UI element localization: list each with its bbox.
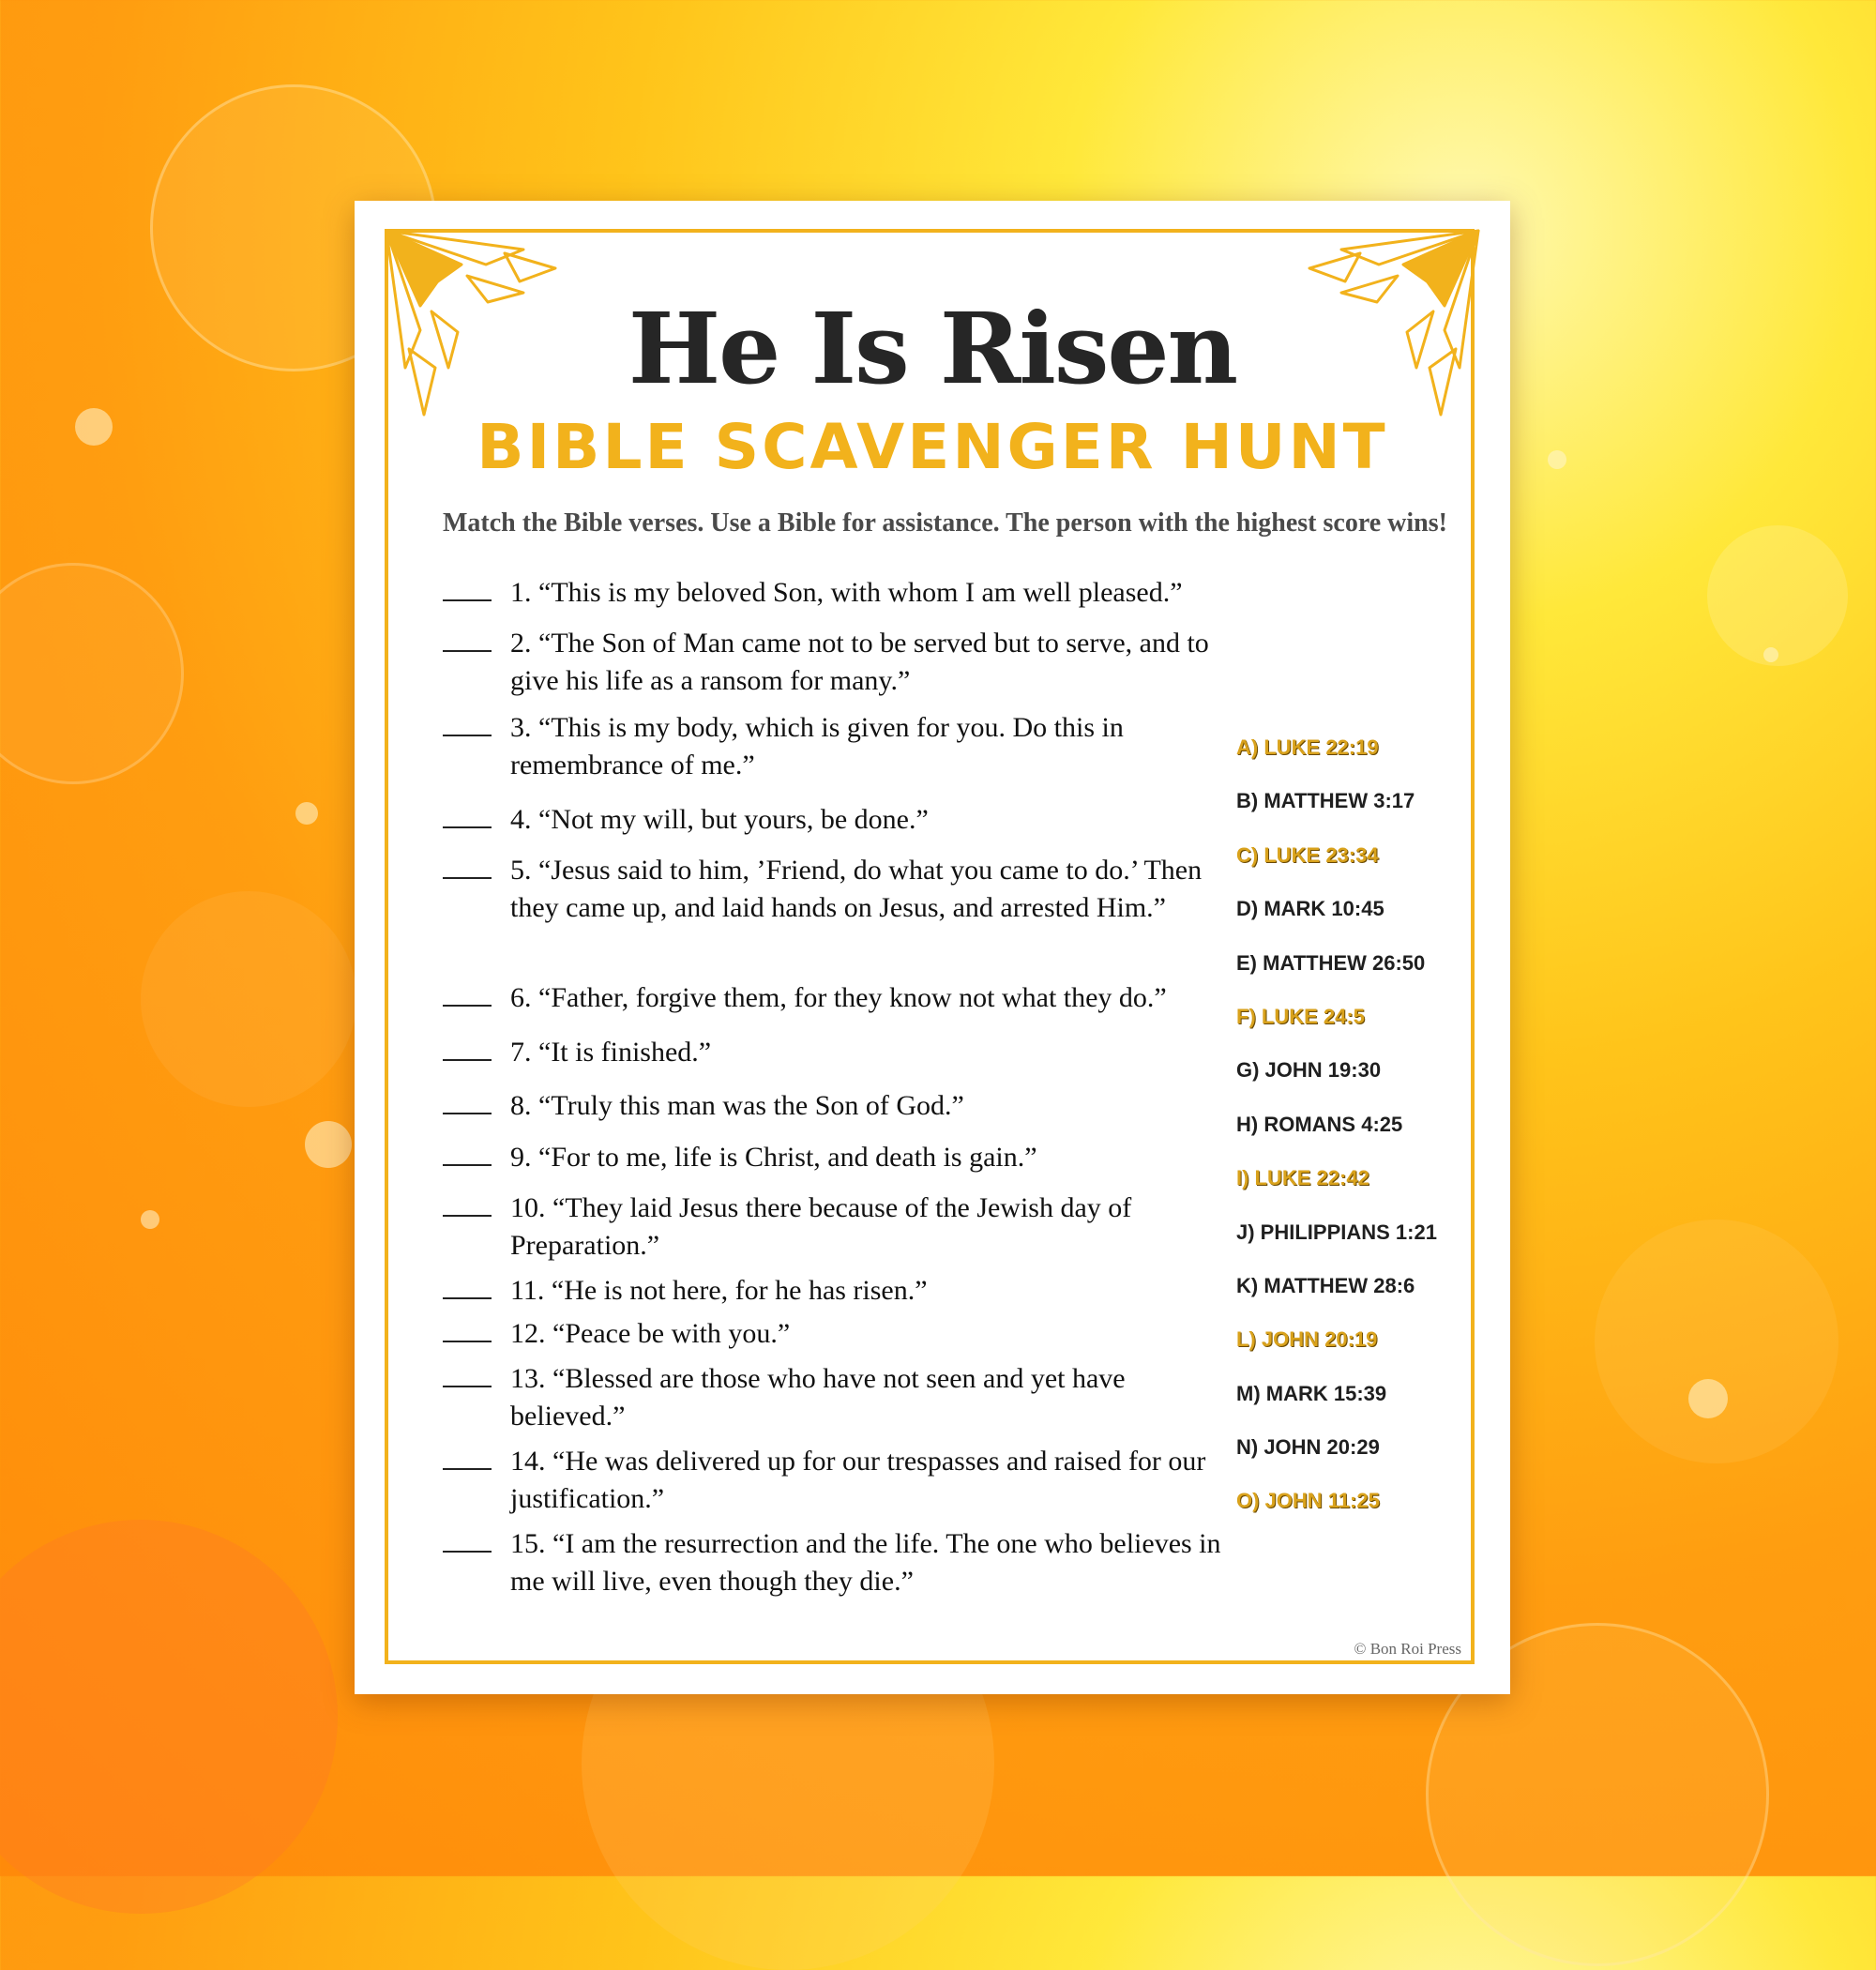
- copyright-text: © Bon Roi Press: [1354, 1640, 1461, 1658]
- bokeh-dot: [1763, 647, 1778, 662]
- answer-blank[interactable]: [443, 1386, 492, 1387]
- question-text: 12. “Peace be with you.”: [510, 1318, 791, 1349]
- question-item: [443, 574, 1231, 612]
- question-item: [443, 1139, 1231, 1176]
- bokeh-circle: [0, 1520, 338, 1914]
- answer-blank[interactable]: [443, 877, 492, 879]
- bokeh-dot: [305, 1121, 352, 1168]
- answer-blank[interactable]: [443, 1551, 492, 1553]
- answer-blank[interactable]: [443, 1059, 492, 1061]
- question-text: 14. “He was delivered up for our trespasses and raised for our justification.”: [510, 1446, 1206, 1514]
- answer-key-list: [1236, 720, 1480, 1528]
- question-item: [443, 1525, 1231, 1600]
- answer-blank[interactable]: [443, 1297, 492, 1299]
- question-text: 13. “Blessed are those who have not seen and yet have believed.”: [510, 1363, 1126, 1432]
- question-item: [443, 979, 1231, 1017]
- question-item: [443, 852, 1231, 927]
- question-text: 2. “The Son of Man came not to be served but to serve, and to give his life as a ransom for many.”: [510, 628, 1209, 696]
- question-text: 7. “It is finished.”: [510, 1037, 712, 1068]
- question-item: [443, 625, 1231, 700]
- bokeh-circle: [0, 563, 184, 784]
- answer-option: O) JOHN 11:25: [1236, 1489, 1380, 1513]
- answer-option: D) MARK 10:45: [1236, 897, 1384, 921]
- page-title: He Is Risen: [628, 291, 1237, 406]
- answer-option: F) LUKE 24:5: [1236, 1004, 1365, 1028]
- question-text: 5. “Jesus said to him, ’Friend, do what you came to do.’ Then they came up, and laid hands on Jesus, and arrested Him.”: [510, 855, 1203, 923]
- answer-option: N) JOHN 20:29: [1236, 1435, 1380, 1460]
- answer-option: J) PHILIPPIANS 1:21: [1236, 1220, 1437, 1244]
- answer-option: B) MATTHEW 3:17: [1236, 789, 1415, 813]
- question-item: [443, 1315, 1231, 1353]
- answer-blank[interactable]: [443, 1164, 492, 1166]
- answer-blank[interactable]: [443, 1468, 492, 1470]
- bokeh-dot: [295, 802, 318, 825]
- answer-option: M) MARK 15:39: [1236, 1381, 1387, 1405]
- answer-option: H) ROMANS 4:25: [1236, 1112, 1403, 1136]
- answer-blank[interactable]: [443, 1215, 492, 1217]
- bokeh-circle: [1595, 1220, 1838, 1463]
- page-subtitle: BIBLE SCAVENGER HUNT: [477, 411, 1388, 483]
- question-text: 4. “Not my will, but yours, be done.”: [510, 804, 929, 835]
- answer-blank[interactable]: [443, 599, 492, 601]
- answer-blank[interactable]: [443, 650, 492, 652]
- answer-option: C) LUKE 23:34: [1236, 842, 1379, 867]
- question-item: [443, 709, 1231, 784]
- question-text: 6. “Father, forgive them, for they know not what they do.”: [510, 982, 1167, 1013]
- bokeh-dot: [1688, 1379, 1728, 1418]
- question-text: 8. “Truly this man was the Son of God.”: [510, 1090, 964, 1121]
- question-text: 15. “I am the resurrection and the life. The one who believes in me will live, even though they die.”: [510, 1528, 1221, 1597]
- question-item: [443, 1034, 1231, 1071]
- answer-option: L) JOHN 20:19: [1236, 1327, 1378, 1352]
- question-text: 3. “This is my body, which is given for you. Do this in remembrance of me.”: [510, 712, 1124, 780]
- answer-blank[interactable]: [443, 1005, 492, 1007]
- answer-option: E) MATTHEW 26:50: [1236, 950, 1426, 975]
- bokeh-dot: [75, 408, 113, 446]
- question-item: [443, 801, 1231, 839]
- question-item: [443, 1272, 1231, 1310]
- bokeh-circle: [1707, 525, 1848, 666]
- question-text: 9. “For to me, life is Christ, and death is gain.”: [510, 1142, 1037, 1173]
- worksheet-page: [355, 201, 1510, 1694]
- question-text: 1. “This is my beloved Son, with whom I am well pleased.”: [510, 577, 1183, 608]
- question-item: [443, 1190, 1231, 1265]
- answer-option: I) LUKE 22:42: [1236, 1166, 1369, 1190]
- answer-option: K) MATTHEW 28:6: [1236, 1273, 1415, 1297]
- answer-option: A) LUKE 22:19: [1236, 735, 1379, 759]
- bokeh-circle: [141, 891, 356, 1107]
- answer-blank[interactable]: [443, 1113, 492, 1114]
- question-item: [443, 1087, 1231, 1125]
- answer-blank[interactable]: [443, 1341, 492, 1342]
- question-item: [443, 1443, 1231, 1518]
- question-text: 11. “He is not here, for he has risen.”: [510, 1275, 928, 1306]
- answer-blank[interactable]: [443, 826, 492, 828]
- answer-blank[interactable]: [443, 735, 492, 736]
- question-item: [443, 1360, 1231, 1435]
- bokeh-dot: [141, 1210, 159, 1229]
- instructions-text: Match the Bible verses. Use a Bible for assistance. The person with the highest score wins!: [443, 508, 1447, 538]
- question-text: 10. “They laid Jesus there because of the Jewish day of Preparation.”: [510, 1192, 1132, 1261]
- bokeh-dot: [1548, 450, 1566, 469]
- answer-option: G) JOHN 19:30: [1236, 1058, 1382, 1083]
